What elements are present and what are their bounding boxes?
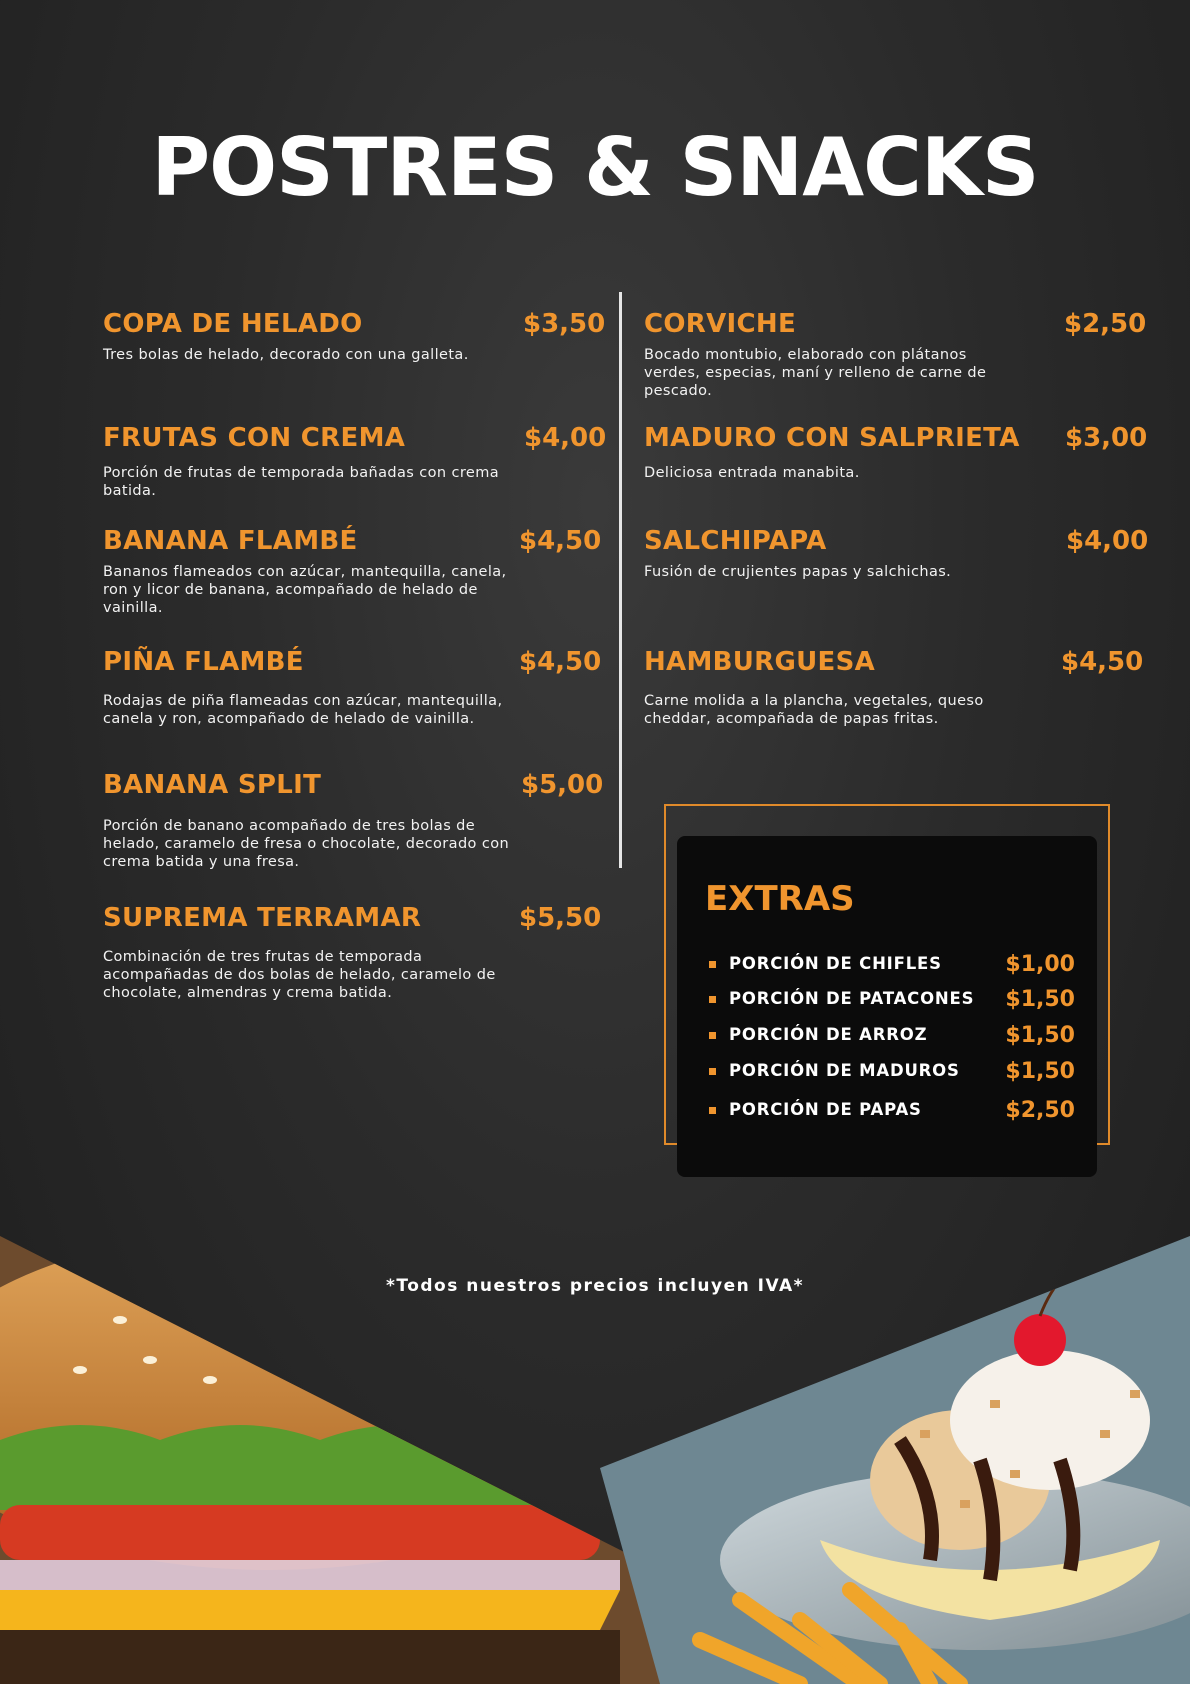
item-name: HAMBURGUESA: [644, 647, 876, 677]
item-price: $5,50: [519, 903, 602, 933]
tax-note: *Todos nuestros precios incluyen IVA*: [385, 1276, 805, 1296]
extra-price: $1,50: [1005, 1023, 1075, 1048]
extra-name: PORCIÓN DE PATACONES: [729, 989, 975, 1008]
item-description: Combinación de tres frutas de temporada acompañadas de dos bolas de helado, caramelo de chocolate, almendras y crema batida.: [103, 949, 496, 1001]
item-name: CORVICHE: [644, 309, 797, 339]
extra-price: $2,50: [1005, 1098, 1075, 1123]
item-name: PIÑA FLAMBÉ: [103, 647, 304, 677]
item-name: SALCHIPAPA: [644, 526, 827, 556]
item-description: Deliciosa entrada manabita.: [644, 465, 860, 481]
item-description: Tres bolas de helado, decorado con una galleta.: [103, 347, 469, 363]
menu-title: POSTRES & SNACKS: [151, 121, 1039, 214]
item-description: Porción de frutas de temporada bañadas con crema batida.: [103, 465, 500, 499]
item-description: Rodajas de piña flameadas con azúcar, mantequilla, canela y ron, acompañado de helado de vainilla.: [103, 693, 503, 727]
item-price: $3,00: [1065, 423, 1148, 453]
extras-title: EXTRAS: [705, 879, 855, 919]
item-description: Carne molida a la plancha, vegetales, queso cheddar, acompañada de papas fritas.: [644, 693, 984, 727]
extra-name: PORCIÓN DE CHIFLES: [729, 954, 942, 973]
extra-price: $1,00: [1005, 952, 1075, 977]
item-name: FRUTAS CON CREMA: [103, 423, 406, 453]
item-description: Porción de banano acompañado de tres bolas de helado, caramelo de fresa o chocolate, decorado con crema batida y una fresa.: [103, 818, 510, 870]
item-price: $4,50: [519, 647, 602, 677]
banana-split-photo: [600, 1236, 1190, 1684]
extra-price: $1,50: [1005, 987, 1075, 1012]
item-price: $4,50: [1061, 647, 1144, 677]
item-name: MADURO CON SALPRIETA: [644, 423, 1020, 453]
extra-name: PORCIÓN DE MADUROS: [729, 1061, 960, 1080]
extra-name: PORCIÓN DE PAPAS: [729, 1100, 922, 1119]
item-price: $4,50: [519, 526, 602, 556]
extra-price: $1,50: [1005, 1059, 1075, 1084]
burger-photo: [0, 1230, 700, 1684]
item-description: Bocado montubio, elaborado con plátanos verdes, especias, maní y relleno de carne de pescado.: [644, 347, 987, 399]
item-name: SUPREMA TERRAMAR: [103, 903, 422, 933]
item-price: $5,00: [521, 770, 604, 800]
item-price: $2,50: [1064, 309, 1147, 339]
item-description: Fusión de crujientes papas y salchichas.: [644, 564, 952, 580]
extra-name: PORCIÓN DE ARROZ: [729, 1025, 928, 1044]
item-price: $4,00: [1066, 526, 1149, 556]
item-description: Bananos flameados con azúcar, mantequilla, canela, ron y licor de banana, acompañado de helado de vainilla.: [103, 564, 507, 616]
item-price: $4,00: [524, 423, 607, 453]
item-name: COPA DE HELADO: [103, 309, 363, 339]
item-price: $3,50: [523, 309, 606, 339]
item-name: BANANA SPLIT: [103, 770, 322, 800]
item-name: BANANA FLAMBÉ: [103, 526, 358, 556]
